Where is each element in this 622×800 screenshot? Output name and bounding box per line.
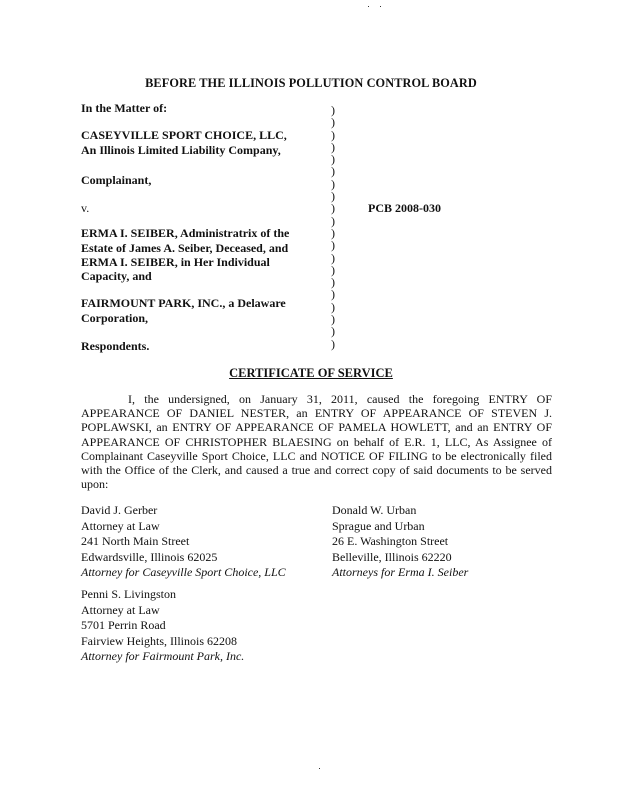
paren: ) — [331, 127, 335, 142]
respondent1-line3: ERMA I. SEIBER, in Her Individual — [81, 255, 270, 269]
paren: ) — [331, 299, 335, 314]
respondent1-line2: Estate of James A. Seiber, Deceased, and — [81, 241, 289, 255]
paren: ) — [331, 189, 335, 204]
service-line: Edwardsville, Illinois 62025 — [81, 549, 218, 564]
respondents-label: Respondents. — [81, 339, 150, 353]
paren: ) — [331, 275, 335, 290]
paren: ) — [331, 324, 335, 339]
service-line: Belleville, Illinois 62220 — [332, 549, 452, 564]
paren: ) — [331, 225, 335, 240]
paren: ) — [331, 213, 335, 228]
paren: ) — [331, 312, 335, 327]
certificate-title-text: CERTIFICATE OF SERVICE — [229, 366, 393, 380]
respondent1-line1: ERMA I. SEIBER, Administratrix of the — [81, 226, 290, 240]
complainant-label: Complainant, — [81, 173, 152, 187]
service-line: Sprague and Urban — [332, 518, 425, 533]
paren: ) — [331, 139, 335, 154]
service-entry — [81, 503, 286, 581]
respondent2-line1: FAIRMOUNT PARK, INC., a Delaware — [81, 296, 286, 310]
paren: ) — [331, 152, 335, 167]
respondent2-line2: Corporation, — [81, 311, 148, 325]
paren: ) — [331, 103, 335, 117]
service-name: Penni S. Livingston — [81, 587, 177, 601]
paren: ) — [331, 176, 335, 191]
board-heading: BEFORE THE ILLINOIS POLLUTION CONTROL BOARD — [145, 76, 477, 90]
service-entry — [332, 503, 468, 581]
versus-label: v. — [81, 201, 90, 215]
scan-speck — [319, 768, 320, 769]
paren: ) — [331, 262, 335, 277]
paren: ) — [331, 164, 335, 179]
service-name: Donald W. Urban — [332, 503, 417, 517]
service-line: Fairview Heights, Illinois 62208 — [81, 633, 237, 648]
service-role: Attorneys for Erma I. Seiber — [332, 565, 469, 579]
paren: ) — [331, 115, 335, 130]
paren: ) — [331, 238, 335, 253]
certificate-body — [81, 392, 552, 491]
respondent1-line4: Capacity, and — [81, 269, 152, 283]
service-line: 241 North Main Street — [81, 534, 190, 548]
caption-parentheses — [331, 104, 335, 350]
paren: ) — [331, 336, 335, 351]
scan-speck — [368, 6, 369, 7]
service-line: Attorney at Law — [81, 602, 160, 617]
service-role: Attorney for Fairmount Park, Inc. — [81, 649, 245, 663]
paren: ) — [331, 250, 335, 265]
service-entry — [81, 587, 244, 665]
complainant-name: CASEYVILLE SPORT CHOICE, LLC, — [81, 128, 287, 142]
service-name: David J. Gerber — [81, 503, 158, 517]
certificate-title — [0, 366, 622, 381]
service-line: 5701 Perrin Road — [81, 618, 166, 632]
caption-matter: In the Matter of: — [81, 101, 168, 115]
paren: ) — [331, 201, 335, 216]
service-role: Attorney for Caseyville Sport Choice, LLC — [81, 565, 286, 579]
case-number: PCB 2008-030 — [368, 201, 441, 215]
paren: ) — [331, 287, 335, 302]
scan-speck — [380, 6, 381, 7]
service-line: Attorney at Law — [81, 518, 160, 533]
complainant-description: An Illinois Limited Liability Company, — [81, 143, 281, 157]
certificate-paragraph: I, the undersigned, on January 31, 2011, caused the foregoing ENTRY OF APPEARANCE OF DANIEL NESTER, an ENTRY OF APPEARANCE OF STEVEN J. POPLAWSKI, an ENTRY OF APPEARANCE OF PAMELA HOWLETT, and an ENTRY OF APPEARANCE OF CHRISTOPHER BLAESING on behalf of E.R. 1, LLC, As Assignee of Complainant Caseyville Sport Choice, LLC and NOTICE OF FILING to be electronically filed with the Office of the Clerk, and caused a true and correct copy of said documents to be served upon: — [81, 392, 552, 492]
service-line: 26 E. Washington Street — [332, 534, 449, 548]
